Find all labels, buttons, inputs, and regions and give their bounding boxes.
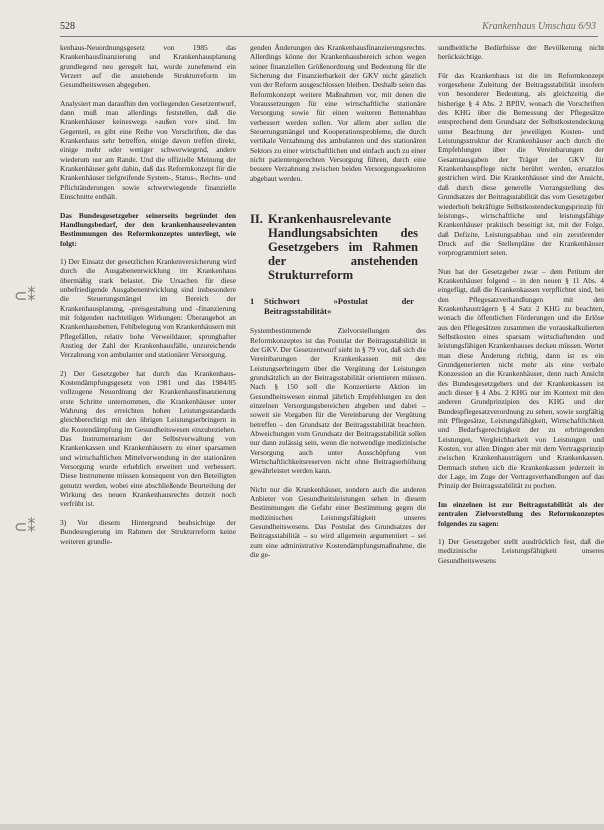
binder-hole-mark-icon: ⊂⁑ <box>14 517 36 536</box>
column-middle <box>250 43 426 568</box>
section-number: II. <box>250 212 263 227</box>
paragraph: Systembestimmende Zielvorstellungen des Reformkonzeptes ist das Postulat der Beitragsstabilität in der GKV. Der Gesetzentwurf sieht in § 79 vor, daß sich die Vereinbarungen der Krankenkassen mit den Leistungserbringern über die Vergütung der Leistungen grundsätzlich an der Beitragsstabilität orientieren müssen. Nach § 150 soll die Konzertierte Aktion im Gesundheitswesen einmal jährlich Empfehlungen zu den einzelnen Versorgungsbereichen abgeben und dabei – soweit sie Vorgaben für die Vereinbarung der Vergütung betreffen – den Grundsatz der Beitragsstabilität beachten. Abweichungen vom Grundsatz der Beitragsstabilität sollen nur dann zulässig sein, wenn die notwendige medizinische Versorgung auch unter Ausschöpfung von Wirtschaftlichkeitsreserven nicht ohne Beitragserhöhung gewährleistet werden kann. <box>250 326 426 476</box>
running-title: Krankenhaus Umschau 6/93 <box>482 21 596 32</box>
bold-paragraph: Das Bundesgesetzgeber seinerseits begründet den Handlungsbedarf, der den krankenhausrelevanten Bestimmungen des Reformkonzeptes unterliegt, wie folgt: <box>60 210 236 248</box>
bold-paragraph: Im einzelnen ist zur Beitragsstabilität als der zentralen Zielvorstellung des Reformkonzeptes folgendes zu sagen: <box>438 499 604 528</box>
section-title: Krankenhausrelevante Handlungsabsichten des Gesetzgebers im Rahmen der anstehenden Strukturreform <box>268 212 418 283</box>
paragraph: genden Änderungen des Krankenhausfinanzierungsrechts. Allerdings könne der Krankenhausbereich schon wegen seiner finanziellen Größenordnung und Bedeutung für die Sicherung der Finanzierbarkeit der GKV nicht gänzlich von der Reform ausgeschlossen bleiben. Deshalb seien das Reformkonzept weitere Maßnahmen vor, mit denen die Voraussetzungen für eine wirtschaftliche stationäre Versorgung sowie für einen weiteren Bettenabbau verbessert werden sollen. Vor allem aber sollen die Steuerungsmängel und Kooperationsprobleme, die durch vertikale Verzahnung des ambulanten und des stationären Sektors zu einer wirtschaftlichen und einfach auch zu einer nicht patientengerechten Versorgung führen, durch eine bessere Verzahnung zwischen beiden Versorgungssektoren abgebaut werden. <box>250 43 426 183</box>
paragraph: Nun hat der Gesetzgeber zwar – dem Petitum der Krankenhäuser folgend – in den neuen § 11 Abs. 4 eingefügt, daß die Krankenkassen verpflichtet sind, bei den Pflegesatzverhandlungen mit den Krankenhausträgern § 4 Satz 2 KHG zu beachten, wonach die öffentlichen Förderungen und die Erlöse aus den Pflegesätzen zusammen die vorauskalkulierten Selbstkosten eines sparsam wirtschaftenden und leistungsfähigen Krankenhauses decken müssen. Wertet man diese Änderung richtig, dann ist es ein Grundgenerierten nicht mehr als eine verbale Konzession an die Krankenhäuser, denn nach Ansicht des Bundesgesetzgebers und der Krankenkassen ist auch dieser § 4 Abs. 2 KHG nur im Kontext mit den anderen Grundprinzipien des KHG und der Bundespflegesatzverordnung zu sehen, sowie sorgfältig mit Pflegesätze, Leistungsfähigkeit, Wirtschaftlichkeit und Bedarfsgerechtigkeit der zu erbringenden Leistungen, Vergleichbarkeit von Leistungen und Kosten, vor allen Dingen aber mit dem Vertragsprinzip zwischen Krankenhausträgern und Krankenkassen. Demnach stehen sich die Krankenkassen jederzeit in der Lage, im Zuge der Vertragsverhandlungen auf das Prinzip der Beitragsstabilität zu pochen. <box>438 266 604 491</box>
paragraph: Analysiert man daraufhin den vorliegenden Gesetzentwurf, dann muß man allerdings feststellen, daß die Krankenhäuser keineswegs »außen vor« sind. Im Gegenteil, es gibt eine Reihe von Vorschriften, die das Krankenhaus sehr betreffen, einige davon treffen direkt, einige mehr oder weniger schwerwiegend, andere wiederum nur am Rande. Und die offizielle Meinung der Krankenhäuser geht dahin, daß das Reformkonzept für die Krankenhäuser tiefgreifende System-, Status-, Rechts- und Pflichtänderungen sowie schwerwiegende finanzielle Einschnitte enthält. <box>60 98 236 202</box>
paragraph: sundheitliche Bedürfnisse der Bevölkerung nicht berücksichtige. <box>438 43 604 62</box>
paragraph: 1) Der Gesetzgeber stellt ausdrücklich fest, daß die medizinische Leistungsfähigkeit unseres Gesundheitswesens <box>438 536 604 565</box>
page-number: 528 <box>60 21 75 32</box>
subsection-title: Stichwort »Postulat der Beitragsstabilität« <box>264 296 414 317</box>
column-left <box>60 43 236 555</box>
section-heading <box>250 212 426 282</box>
paragraph: 2) Der Gesetzgeber hat durch das Krankenhaus-Kostendämpfungsgesetz von 1981 und das 1984/85 vollzogene Neuordnung der Krankenhausfinanzierung erste Schritte unternommen, die Krankenhäuser unter Wahrung des erreichten hohen Leistungsstandards gleichberechtigt mit den übrigen Leistungserbringern in die Kostendämpfung im Gesundheitswesen einzubeziehen. Das Instrumentarium der Selbstverwaltung von Krankenkassen und Krankenhäusern zu einer sparsamen und wirtschaftlichen Mittelverwendung in der stationären Versorgung wurde erheblich erweitert und verbessert. Diese Instrumente müssen konsequent von den Beteiligten genutzt werden, wobei eine abschließende Beurteilung der Wirkung des neuen Krankenhausrechts derzeit noch verfrüht ist. <box>60 368 236 509</box>
paragraph: 1) Der Einsatz der gesetzlichen Krankenversicherung wird durch die Ausgabenentwicklung im Krankenhaus übermäßig stark belastet. Die Ursachen für diese unbefriedigende Ausgabenentwicklung sind insbesondere die Steuerungsmängel im Bereich der Krankenhausplanung, -preisgestaltung und -finanzierung mit folgenden nachteiligen Wirkungen: Überangebot an Krankenhausbetten, Fehlbelegung von Krankenhäusern mit Pflegefällen, relativ hohe Verweildauer, sprunghafter Anstieg der Zahl der Krankenhausfälle, unzureichende Verzahnung von ambulanter und stationärer Versorgung. <box>60 256 236 360</box>
scan-bottom-edge <box>0 824 604 830</box>
binder-hole-mark-icon: ⊂⁑ <box>14 286 36 305</box>
column-right <box>438 43 604 574</box>
paragraph: Nicht nur die Krankenhäuser, sondern auch die anderen Anbieter von Gesundheitsleistungen sehen in diesem Bestimmungen die Gefahr einer Bestimmung gegen die medizinischen Leistungsfähigkeit unseres Gesundheitswesens. Das Postulat des Grundsatzes der Beitragsstabilität – so wird allgemein argumentiert – sei zum eine administrative Kostendämpfungsmaßnahme, die die ge- <box>250 484 426 560</box>
paragraph: 3) Vor diesem Hintergrund beabsichtige der Bundesregierung im Rahmen der Strukturreform keine weiteren grundle- <box>60 517 236 546</box>
subsection-heading <box>250 296 426 316</box>
paragraph: Für das Krankenhaus ist die im Reformkonzept vorgesehene Zuleitung der Beitragsstabilität insofern von besonderer Bedeutung, als gleichzeitig die bisherige § 4 Abs. 2 BPflV, wonach die Vorschriften des KHG über die Bemessung der Pflegesätze entsprechend dem Grundsatz der Selbstkostendeckung unter Beachtung der jeweiligen Kosten- und Leistungsstruktur der Krankenhäuser auch durch die Empfehlungen über die Vereinbarungen der Gesamtausgaben der Träger der GKV für Krankenhauspflege nicht berührt werden, ersatzlos gestrichen wird. Die Krankenhäuser sind der Ansicht, daß durch diese generelle Vorrangstellung des Grundsatzes der Beitragsstabilität das vom Gesetzgeber wiederholt bekräftigte Selbstkostendeckungsprinzip für leistungs-, wirtschaftliche und leistungsfähige Krankenhäuser praktisch beseitigt ist, mit der Folge, daß Defizite, Leistungsabbau und ein zerstörender Druck auf die Stellenpläne der Krankenhäuser vorprogrammiert seien. <box>438 70 604 258</box>
paragraph: kenhaus-Neuordnungsgesetz von 1985 das Krankenhausfinanzierung und Krankenhausplanung grundlegend neu geregelt hat, wurde zunehmend ein Verzerr auf die anstehende Strukturreform im Gesundheitswesen abgegeben. <box>60 43 236 90</box>
page-header <box>60 20 598 37</box>
subsection-number: 1 <box>250 296 255 307</box>
